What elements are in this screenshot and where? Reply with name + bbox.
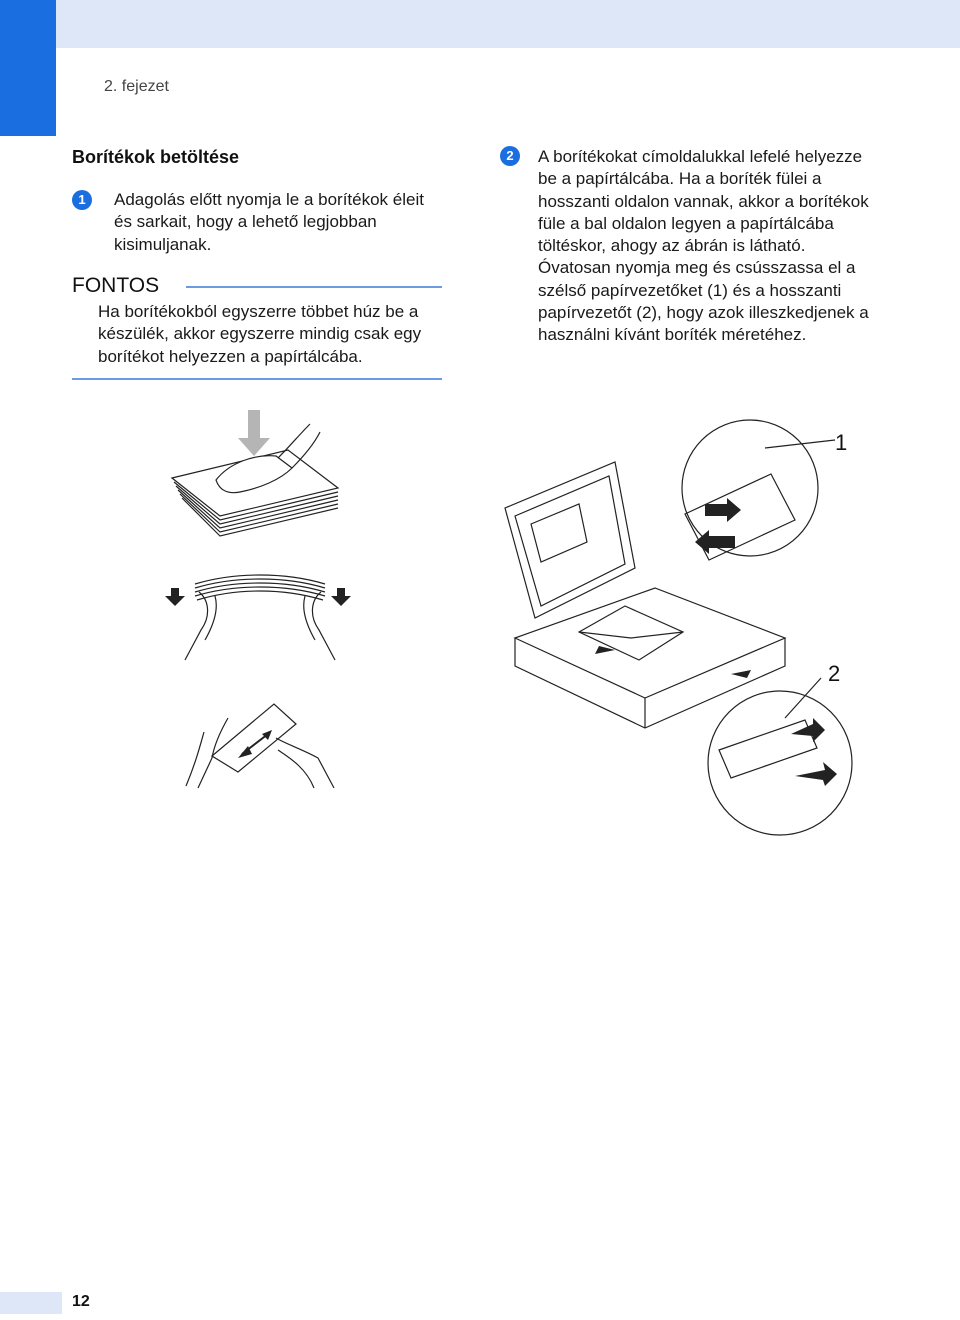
chapter-tab — [0, 0, 56, 136]
callout-1: 1 — [835, 430, 848, 455]
important-rule-bottom — [72, 378, 442, 380]
important-title: FONTOS — [72, 274, 160, 297]
header-band — [0, 0, 960, 48]
chapter-label: 2. fejezet — [104, 78, 169, 95]
step-2-text: A borítékokat címoldalukkal lefelé helyezze be a papírtálcába. Ha a boríték fülei a hosszanti oldalon vannak, akkor a borítékok füle a bal oldalon legyen a papírtálcába töltéskor, ahogy az ábrán is látható. Óvatosan nyomja meg és csússzassa el a szélső papírvezetőket (1) és a hosszanti papírvezetőt (2), hogy azok illeszkedjenek a használni kívánt boríték méretéhez. — [538, 147, 869, 345]
paper-tray-illustration — [495, 418, 865, 838]
step-2-badge: 2 — [500, 146, 520, 166]
step-1-badge: 1 — [72, 190, 92, 210]
footer-band — [0, 1292, 62, 1314]
page-number: 12 — [72, 1293, 90, 1310]
callout-2: 2 — [828, 661, 841, 686]
important-text: Ha borítékokból egyszerre többet húz be a készülék, akkor egyszerre mindig csak egy borítékot helyezzen a papírtálcába. — [98, 302, 422, 366]
step-1-text: Adagolás előtt nyomja le a borítékok éleit és sarkait, hogy a lehető legjobban kisimuljanak. — [114, 190, 424, 254]
important-rule-top — [186, 286, 442, 288]
section-title: Borítékok betöltése — [72, 147, 240, 167]
flatten-envelope-illustration — [168, 698, 348, 793]
envelope-stack-illustration — [160, 410, 360, 540]
bend-envelopes-illustration — [165, 570, 355, 665]
